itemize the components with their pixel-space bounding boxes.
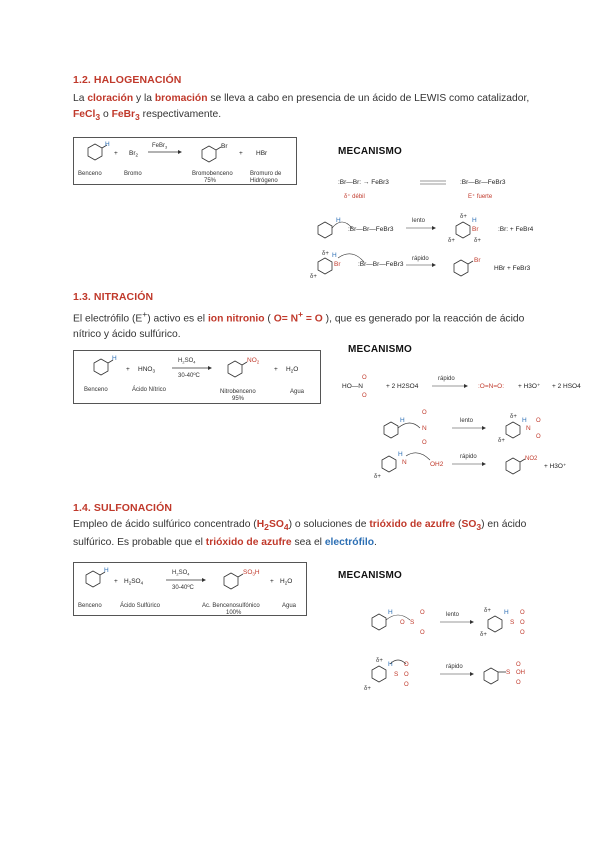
mech-step3-product: + H3O⁺ [544, 463, 567, 470]
mech-hso4: + 2 HSO4 [552, 383, 581, 390]
atom-br: Br [474, 257, 481, 264]
atom-h: H [400, 417, 405, 424]
water-formula: $H_2O$ [286, 366, 299, 374]
catalyst-label: $H_2SO_4$ [172, 570, 190, 577]
hbr-formula: HBr [256, 150, 268, 157]
atom-h: H [112, 355, 117, 362]
arrow-head-icon [464, 384, 468, 388]
atom-h: H [336, 217, 341, 224]
delta-plus: δ+ [484, 608, 491, 614]
label-agua: Agua [282, 603, 297, 609]
text: ) o soluciones de [288, 519, 370, 530]
arenium-ion-icon [318, 258, 332, 274]
label-bromo: Bromo [124, 171, 142, 177]
arrow-head-icon [432, 263, 436, 267]
atom-h: H [398, 451, 403, 458]
atom-s: S [510, 619, 515, 626]
nitracion-reaction-box [73, 350, 321, 404]
label-yield: 100% [226, 610, 242, 615]
mech-step1-left-note: δ⁺ débil [344, 194, 365, 200]
highlight-fecl3: FeCl [73, 109, 96, 120]
halogenacion-line-1 [73, 91, 543, 107]
sulfonacion-line-2 [73, 535, 543, 551]
delta-plus: δ+ [498, 438, 505, 444]
atom-o: O [404, 672, 409, 678]
label-acido-sulfurico: Ácido Sulfúrico [120, 603, 161, 609]
arrow-head-icon [482, 462, 486, 466]
highlight-ion-nitronio: ion nitronio [207, 313, 265, 325]
mechanism-title-halogenacion: MECANISMO [338, 146, 403, 157]
benzene-ring-icon [318, 222, 332, 238]
atom-s: S [506, 669, 511, 676]
halogenacion-mechanism-diagram [308, 170, 548, 282]
text: La [73, 93, 88, 104]
reagent-br2: $Br_2$ [129, 150, 139, 158]
nitracion-line-1 [73, 306, 543, 327]
group-no2: NO2 [525, 456, 538, 462]
label-benceno: Benceno [84, 387, 108, 393]
highlight-h2so4: SO [268, 519, 284, 530]
highlight-trioxido: trióxido de azufre [369, 519, 456, 530]
atom-o: O [362, 375, 367, 381]
benzene-ring-icon [454, 260, 473, 276]
sub: 3 [135, 112, 140, 123]
label-hidrogeno: Hidrógeno [250, 178, 278, 184]
label-yield: 95% [232, 396, 245, 402]
section-heading-nitracion: 1.3. NITRACIÓN [73, 291, 154, 303]
arrow-label-rapido: rápido [460, 454, 477, 460]
atom-o: O [520, 610, 525, 616]
arrow-head-icon [202, 578, 206, 582]
atom-br: Br [472, 226, 479, 233]
atom-oh: OH [516, 670, 525, 676]
arrow-label-rapido: rápido [438, 376, 455, 382]
label-yield: 75% [204, 178, 217, 184]
mech-step1-left: HO—N [342, 383, 363, 390]
sub: 3 [476, 522, 482, 533]
plus-sign: + [274, 366, 278, 373]
atom-h: H [472, 217, 477, 224]
delta-plus: δ+ [460, 214, 467, 220]
delta-plus: δ+ [510, 414, 517, 420]
nitracion-paragraph [73, 306, 543, 343]
label-bencenosulfonico: Ac. Bencenosulfónico [202, 603, 260, 609]
atom-h: H [388, 661, 393, 668]
atom-o: O [516, 680, 521, 686]
halogenacion-paragraph [73, 91, 543, 125]
catalyst-label: FeBr$_3$ [152, 143, 168, 150]
mech-nitronio: :O=N=O: [478, 383, 505, 390]
sup: + [298, 309, 304, 319]
mech-oh2: OH2 [430, 461, 444, 468]
section-heading-halogenacion: 1.2. HALOGENACIÓN [73, 74, 182, 86]
atom-o: O [536, 434, 541, 440]
arenium-ion-icon [372, 666, 386, 682]
arenium-ion-icon [382, 456, 396, 472]
atom-br: Br [334, 261, 341, 268]
arrow-label-lento: lento [460, 418, 474, 424]
arrow-label-rapido: rápido [446, 664, 463, 670]
text: sulfúrico. Es probable que el [73, 537, 206, 549]
atom-o: O [404, 682, 409, 688]
text: . [374, 537, 377, 549]
atom-s: S [410, 619, 415, 626]
mech-step1-mid: + 2 H2SO4 [386, 383, 419, 390]
halogenacion-reaction-box [73, 137, 297, 185]
plus-sign: + [270, 578, 274, 585]
group-so3h: $SO_3H$ [243, 569, 260, 577]
atom-h: H [522, 417, 527, 424]
text: ) activo es el [147, 313, 208, 325]
atom-o: O [516, 662, 521, 668]
label-bromobenceno: Bromobenceno [192, 171, 233, 177]
highlight-febr3: FeBr [111, 109, 136, 120]
delta-plus: δ+ [448, 238, 455, 244]
atom-h: H [105, 141, 110, 148]
plus-sign: + [126, 366, 130, 373]
text: ( [264, 313, 274, 325]
highlight-electrofilo: electrófilo [324, 537, 375, 549]
arrow-head-icon [482, 426, 486, 430]
atom-n: N [422, 425, 427, 432]
delta-plus: δ+ [374, 474, 381, 480]
text: o [100, 109, 112, 120]
temperature-label: 30-40ºC [172, 585, 194, 591]
sulfonacion-reaction-box [73, 562, 307, 616]
delta-plus: δ+ [474, 238, 481, 244]
delta-plus: δ+ [364, 686, 371, 692]
sup: + [142, 309, 148, 319]
temperature-label: 30-40ºC [178, 373, 200, 379]
label-bromuro: Bromuro de [250, 171, 282, 177]
highlight-nitronio-formula: O= N [273, 313, 299, 325]
atom-o: O [422, 410, 427, 416]
text: y la [133, 93, 155, 104]
benzene-ring-icon [202, 146, 221, 162]
highlight-cloracion: cloración [87, 93, 134, 104]
atom-n: N [402, 459, 407, 466]
atom-s: S [394, 671, 399, 678]
text: sea el [291, 537, 325, 549]
halogenacion-reaction-scheme [74, 138, 296, 184]
arrow-label-rapido: rápido [412, 256, 429, 262]
highlight-so3: SO [461, 519, 477, 530]
arrow-head-icon [470, 620, 474, 624]
curved-arrow-icon [406, 453, 430, 460]
benzene-ring-icon [94, 359, 113, 375]
atom-o: O [362, 393, 367, 399]
label-acido-nitrico: Ácido Nítrico [132, 387, 167, 393]
arrow-head-icon [432, 226, 436, 230]
sub: 4 [283, 522, 289, 533]
delta-plus: δ+ [322, 251, 329, 257]
mechanism-title-sulfonacion: MECANISMO [338, 570, 403, 581]
mech-step3-product: HBr + FeBr3 [494, 265, 531, 272]
plus-sign: + [114, 150, 118, 157]
atom-h: H [332, 252, 337, 259]
mech-step1-left: :Br—Br: → FeBr3 [338, 179, 389, 186]
benzene-ring-icon [384, 422, 398, 438]
nitracion-mechanism-diagram [340, 368, 590, 480]
atom-br: Br [221, 143, 228, 150]
benzene-ring-icon [484, 668, 506, 684]
arrow-label-lento: lento [446, 612, 460, 618]
atom-o: O [422, 440, 427, 446]
atom-o: O [536, 418, 541, 424]
highlight-h2so4: H [256, 519, 265, 530]
atom-o: O [420, 610, 425, 616]
mech-step1-right-note: E⁺ fuerte [468, 194, 493, 200]
arrow-head-icon [470, 672, 474, 676]
mech-step2-product: :Br: + FeBr4 [498, 226, 534, 233]
atom-o: O [404, 662, 409, 668]
benzene-ring-icon [224, 573, 243, 589]
atom-o: O [520, 620, 525, 626]
highlight-nitronio-formula: = O [303, 313, 323, 325]
sulfonacion-reaction-scheme [74, 563, 306, 615]
atom-h: H [104, 567, 109, 574]
benzene-ring-icon [228, 361, 247, 377]
mech-hydronium: + H3O⁺ [518, 383, 541, 390]
sub: 3 [95, 112, 101, 123]
label-benceno: Benceno [78, 603, 102, 609]
text: Empleo de ácido sulfúrico concentrado ( [73, 519, 257, 530]
atom-o: O [400, 620, 405, 626]
plus-sign: + [239, 150, 243, 157]
benzene-ring-icon [506, 458, 525, 474]
atom-o: O [520, 630, 525, 636]
text: respectivamente. [139, 109, 222, 120]
highlight-trioxido: trióxido de azufre [205, 537, 292, 549]
delta-plus: δ+ [480, 632, 487, 638]
mechanism-title-nitracion: MECANISMO [348, 344, 413, 355]
plus-sign: + [114, 578, 118, 585]
benzene-ring-icon [372, 614, 386, 630]
group-no2: $NO_2$ [247, 357, 260, 365]
nitracion-reaction-scheme [74, 351, 320, 403]
sulfonacion-line-1 [73, 517, 543, 535]
halogenacion-line-2 [73, 107, 543, 125]
atom-h: H [504, 609, 509, 616]
label-nitrobenceno: Nitrobenceno [220, 389, 256, 395]
text: ) en ácido [481, 519, 527, 530]
delta-plus: δ+ [310, 274, 317, 280]
sulfonacion-mechanism-diagram [360, 592, 560, 696]
arenium-ion-icon [506, 422, 520, 438]
text: ), que es generado por la reacción de ácido [322, 313, 525, 325]
atom-o: O [420, 630, 425, 636]
sub: 2 [264, 522, 269, 533]
text: ( [455, 519, 462, 530]
highlight-bromacion: bromación [154, 93, 208, 104]
benzene-ring-icon [86, 571, 105, 587]
atom-h: H [388, 609, 393, 616]
section-heading-sulfonacion: 1.4. SULFONACIÓN [73, 502, 173, 514]
water-formula: $H_2O$ [280, 578, 293, 586]
label-benceno: Benceno [78, 171, 102, 177]
atom-n: N [526, 425, 531, 432]
mech-step2-reagent: :Br—Br—FeBr3 [348, 226, 394, 233]
reagent-h2so4: $H_2SO_4$ [124, 578, 144, 586]
text: El electrófilo (E [73, 313, 143, 325]
arrow-head-icon [178, 150, 182, 154]
delta-plus: δ+ [376, 658, 383, 664]
arrow-label-lento: lento [412, 218, 426, 224]
label-agua: Agua [290, 389, 305, 395]
arenium-ion-icon [488, 616, 502, 632]
sulfonacion-paragraph [73, 517, 543, 551]
reagent-hno3: $HNO_3$ [138, 366, 155, 374]
arenium-ion-icon [456, 222, 470, 238]
text: se lleva a cabo en presencia de un ácido de LEWIS como catalizador, [207, 93, 530, 104]
arrow-head-icon [208, 366, 212, 370]
mech-step3-reagent: :Br—Br—FeBr3 [358, 261, 404, 268]
mech-step1-right: :Br—Br—FeBr3 [460, 179, 506, 186]
nitracion-line-2: nítrico y ácido sulfúrico. [73, 329, 181, 341]
catalyst-label: $H_2SO_4$ [178, 358, 196, 365]
